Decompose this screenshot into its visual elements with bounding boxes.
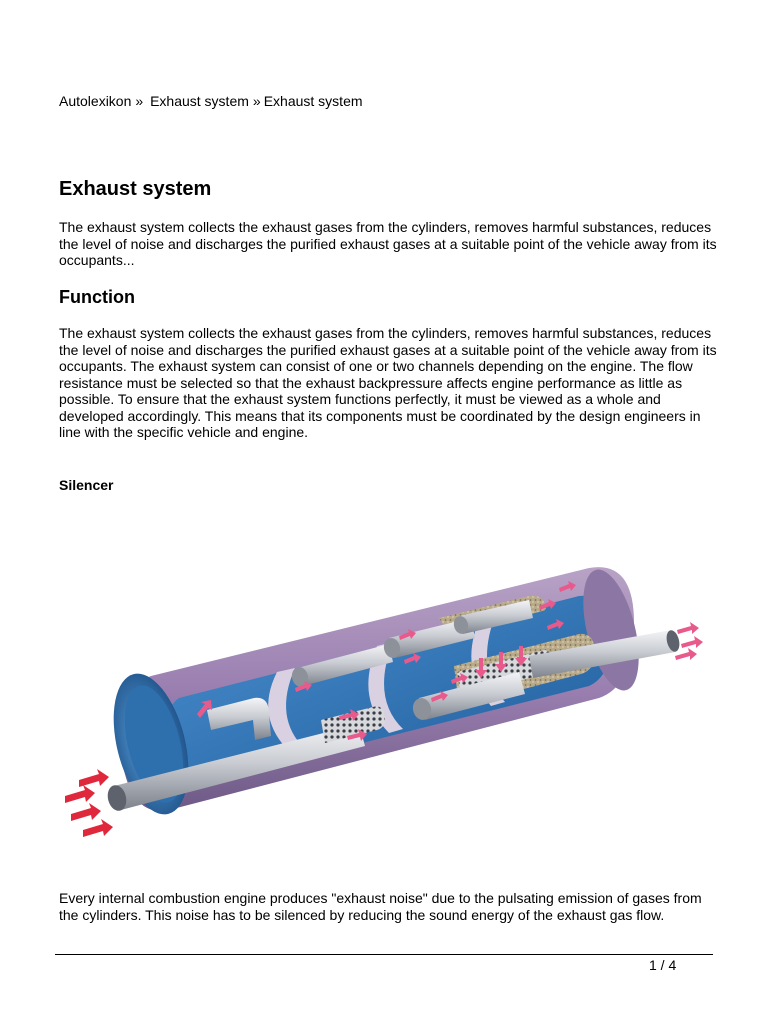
footer-divider [55, 954, 713, 955]
page-title: Exhaust system [59, 178, 212, 200]
function-heading: Function [59, 287, 135, 307]
breadcrumb [59, 92, 363, 110]
silencer-cutaway-illustration [59, 548, 709, 838]
breadcrumb-separator: » [135, 93, 144, 109]
silencer-heading: Silencer [59, 477, 114, 493]
breadcrumb-link-exhaust-system[interactable]: Exhaust system [150, 93, 249, 109]
breadcrumb-link-autolexikon[interactable]: Autolexikon [59, 93, 132, 109]
intro-paragraph: The exhaust system collects the exhaust gases from the cylinders, removes harmful substances, reduces the level of noise and discharges the purified exhaust gases at a suitable point of the vehicle away from its occupants... [59, 219, 717, 268]
function-paragraph: The exhaust system collects the exhaust gases from the cylinders, removes harmful substances, reduces the level of noise and discharges the purified exhaust gases at a suitable point of the vehicle away from its occupants. The exhaust system can consist of one or two channels depending on the engine. The flow resistance must be selected so that the exhaust backpressure affects engine performance as little as possible. To ensure that the exhaust system functions perfectly, it must be viewed as a whole and developed accordingly. This means that its components must be coordinated by the design engineers in line with the specific vehicle and engine. [59, 325, 717, 440]
silencer-paragraph: Every internal combustion engine produces "exhaust noise" due to the pulsating emission of gases from the cylinders. This noise has to be silenced by reducing the sound energy of the exhaust gas flow. [59, 890, 702, 923]
breadcrumb-separator: » [252, 93, 261, 109]
breadcrumb-current: Exhaust system [263, 93, 363, 109]
page-number: 1 / 4 [649, 957, 677, 973]
